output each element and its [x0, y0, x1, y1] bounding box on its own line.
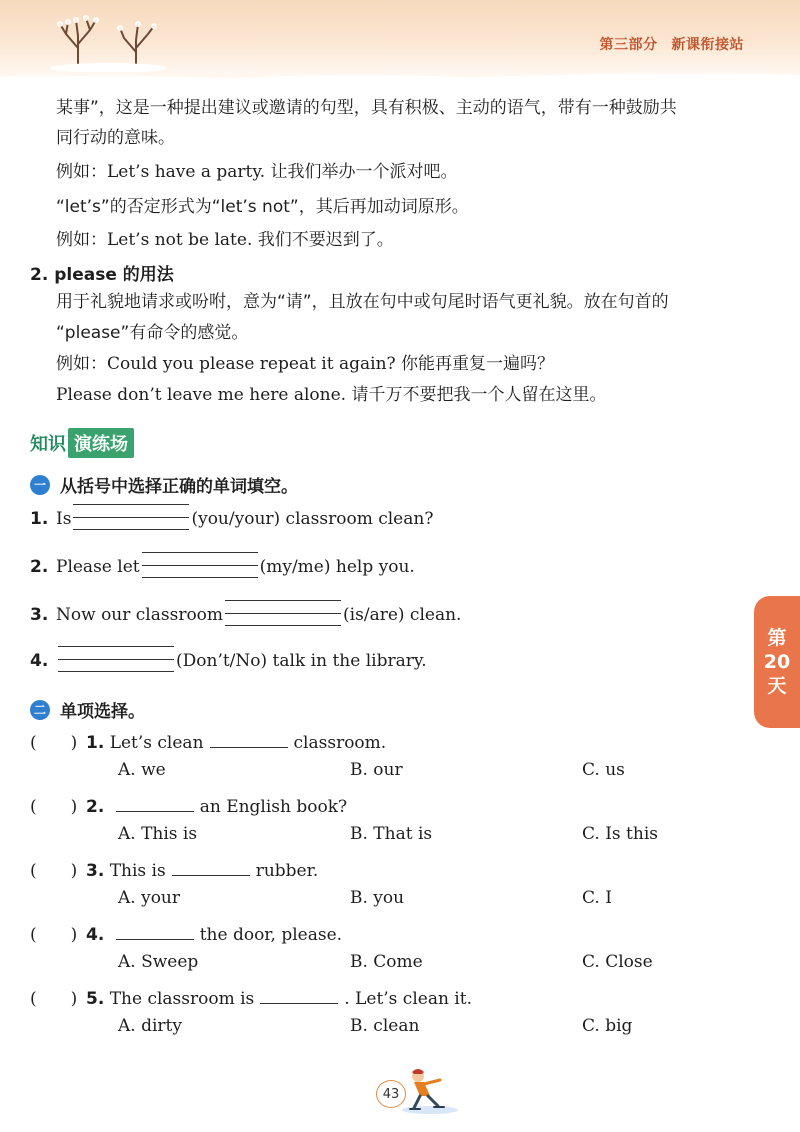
option-a: A. This is	[118, 824, 198, 844]
option-b: B. clean	[350, 1016, 420, 1036]
please-heading	[30, 260, 174, 285]
option-a: A. we	[118, 760, 166, 780]
mc-question-1	[30, 728, 386, 753]
question-number: 2.	[86, 797, 105, 817]
header-section-title	[600, 34, 745, 54]
answer-blank-4[interactable]	[58, 650, 174, 672]
exercise-2-title: 单项选择。	[60, 702, 145, 722]
answer-underline	[260, 989, 338, 1004]
question-text-before: Let’s clean	[109, 733, 204, 753]
day-tab-top: 第	[767, 627, 787, 649]
question-text-before: The classroom is	[109, 989, 255, 1009]
question-number: 1.	[86, 733, 105, 753]
option-c: C. big	[582, 1016, 633, 1036]
question-number: 3.	[30, 605, 49, 625]
exercise-1-heading	[30, 472, 298, 497]
answer-paren[interactable]: ( )	[30, 925, 78, 945]
option-c: C. Close	[582, 952, 653, 972]
question-text-after: (Don’t/No) talk in the library.	[176, 651, 427, 671]
question-number: 4.	[86, 925, 105, 945]
question-number: 5.	[86, 989, 105, 1009]
question-number: 4.	[30, 651, 49, 671]
option-a: A. your	[118, 888, 180, 908]
intro-line-1: 某事”，这是一种提出建议或邀请的句型，具有积极、主动的语气，带有一种鼓励共	[56, 98, 677, 118]
answer-blank-3[interactable]	[225, 604, 341, 626]
question-text-after: (you/your) classroom clean?	[191, 509, 434, 529]
please-heading-num: 2.	[30, 265, 49, 285]
exercise-1-marker: 一	[30, 475, 50, 495]
please-heading-title: please 的用法	[54, 265, 174, 285]
option-b: B. That is	[350, 824, 433, 844]
part-label: 第三部分	[599, 37, 658, 53]
question-number: 1.	[30, 509, 49, 529]
exercise-2-marker: 二	[30, 700, 50, 720]
intro-example-2: 例如：Let’s not be late. 我们不要迟到了。	[56, 230, 394, 250]
fill-question-1	[30, 508, 433, 530]
answer-underline	[116, 925, 194, 940]
please-example-1: 例如：Could you please repeat it again? 你能再重复一遍吗？	[56, 354, 555, 374]
practice-tag-part2: 演练场	[68, 428, 134, 458]
intro-line-2: 同行动的意味。	[56, 128, 175, 148]
exercise-2-heading	[30, 697, 145, 722]
fill-question-4	[30, 650, 427, 672]
skater-icon	[400, 1066, 460, 1116]
day-tab-bottom: 天	[767, 675, 787, 697]
option-c: C. I	[582, 888, 612, 908]
question-text-after: (is/are) clean.	[343, 605, 462, 625]
option-b: B. our	[350, 760, 403, 780]
day-tab-number: 20	[763, 651, 791, 673]
intro-example-1: 例如：Let’s have a party. 让我们举办一个派对吧。	[56, 162, 458, 182]
winter-trees-icon	[48, 8, 168, 72]
please-example-2: Please don’t leave me here alone. 请千万不要把我一个人留在这里。	[56, 385, 607, 405]
question-text-after: (my/me) help you.	[259, 557, 415, 577]
question-text-before: Please let	[56, 557, 140, 577]
mc-question-2	[30, 792, 347, 817]
answer-blank-1[interactable]	[73, 508, 189, 530]
question-text-before: Is	[56, 509, 72, 529]
question-text-before: This is	[109, 861, 166, 881]
answer-paren[interactable]: ( )	[30, 733, 78, 753]
option-a: A. dirty	[118, 1016, 182, 1036]
question-text-after: rubber.	[255, 861, 319, 881]
option-c: C. Is this	[582, 824, 658, 844]
fill-question-3	[30, 604, 461, 626]
practice-tag-part1: 知识	[30, 434, 66, 455]
mc-question-3	[30, 856, 318, 881]
day-side-tab	[754, 596, 800, 728]
fill-question-2	[30, 556, 415, 578]
option-b: B. Come	[350, 952, 423, 972]
exercise-1-title: 从括号中选择正确的单词填空。	[60, 477, 298, 497]
question-text-after: the door, please.	[199, 925, 343, 945]
answer-paren[interactable]: ( )	[30, 989, 78, 1009]
question-number: 3.	[86, 861, 105, 881]
option-a: A. Sweep	[118, 952, 199, 972]
question-text-after: an English book?	[199, 797, 348, 817]
option-c: C. us	[582, 760, 625, 780]
question-number: 2.	[30, 557, 49, 577]
answer-paren[interactable]: ( )	[30, 797, 78, 817]
answer-blank-2[interactable]	[142, 556, 258, 578]
answer-underline	[172, 861, 250, 876]
page-number: 43	[376, 1080, 406, 1108]
please-line-1: 用于礼貌地请求或吩咐，意为“请”，且放在句中或句尾时语气更礼貌。放在句首的	[56, 292, 669, 312]
option-b: B. you	[350, 888, 405, 908]
please-line-2: “please”有命令的感觉。	[56, 323, 249, 343]
negative-rule: “let’s”的否定形式为“let’s not”，其后再加动词原形。	[56, 197, 469, 217]
mc-question-4	[30, 920, 342, 945]
question-text-after: classroom.	[293, 733, 387, 753]
question-text-before: Now our classroom	[56, 605, 224, 625]
answer-underline	[116, 797, 194, 812]
mc-question-5	[30, 984, 472, 1009]
practice-section-tag	[26, 428, 134, 458]
answer-underline	[210, 733, 288, 748]
station-label: 新课衔接站	[671, 37, 744, 53]
question-text-after: . Let’s clean it.	[344, 989, 472, 1009]
answer-paren[interactable]: ( )	[30, 861, 78, 881]
